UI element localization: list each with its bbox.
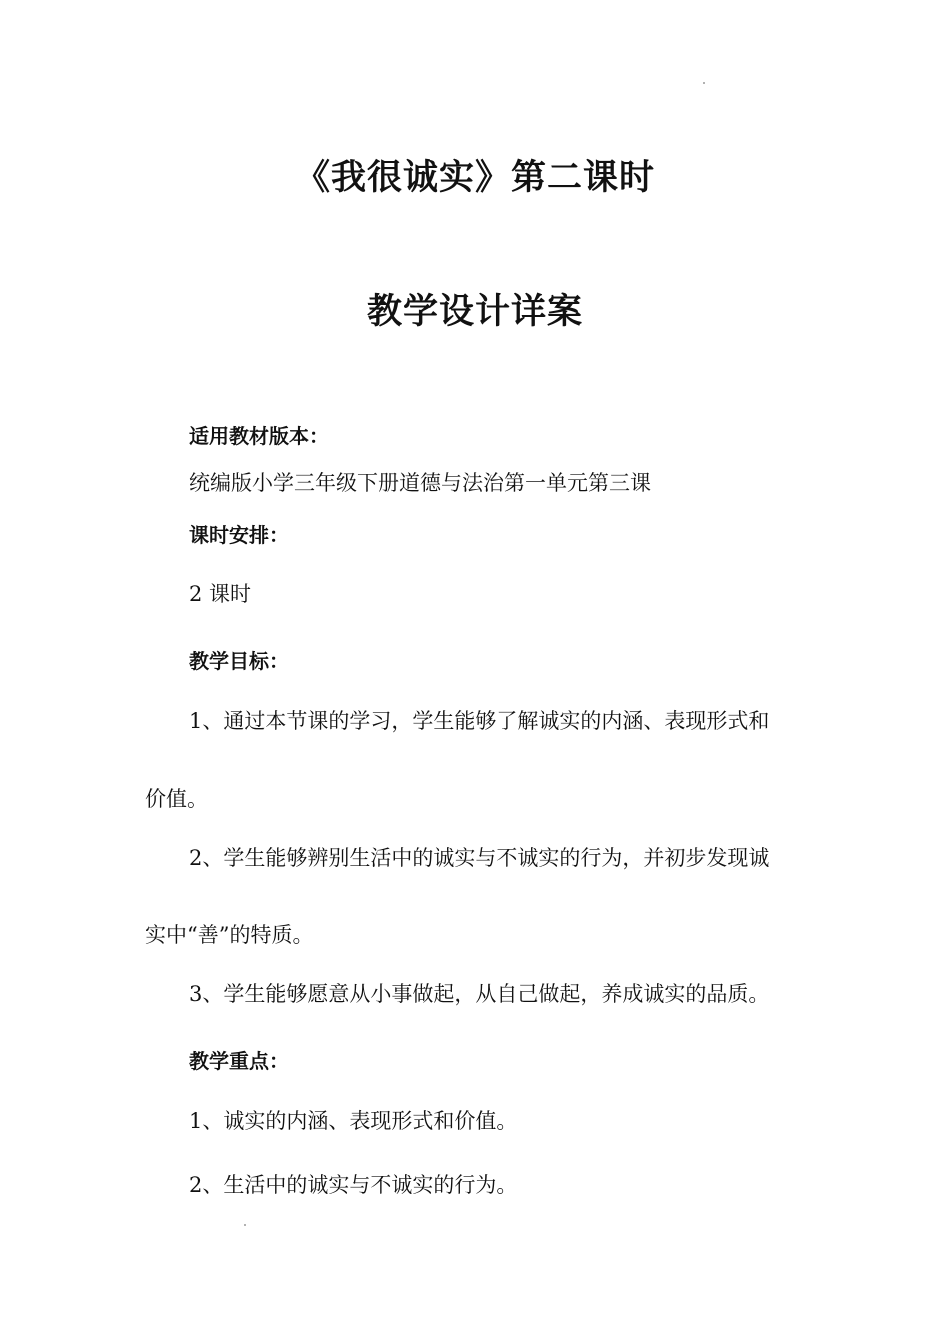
objective-1-line-2: 价值。 — [145, 787, 208, 811]
objectives-label: 教学目标： — [189, 649, 289, 673]
keypoints-label: 教学重点： — [189, 1049, 289, 1073]
document-title: 《我很诚实》第二课时 — [294, 158, 655, 198]
period-label: 课时安排： — [189, 523, 289, 547]
scan-speck — [244, 1224, 246, 1226]
textbook-value: 统编版小学三年级下册道德与法治第一单元第三课 — [189, 471, 651, 495]
keypoint-1: 1、诚实的内涵、表现形式和价值。 — [189, 1109, 518, 1133]
keypoint-2: 2、生活中的诚实与不诚实的行为。 — [189, 1173, 518, 1197]
objective-1-line-1: 1、通过本节课的学习，学生能够了解诚实的内涵、表现形式和 — [189, 709, 770, 733]
objective-2-line-2: 实中“善”的特质。 — [145, 923, 314, 947]
objective-2-line-1: 2、学生能够辨别生活中的诚实与不诚实的行为，并初步发现诚 — [189, 846, 770, 870]
document-subtitle: 教学设计详案 — [366, 292, 583, 332]
textbook-label: 适用教材版本： — [189, 424, 329, 448]
scan-speck — [703, 82, 705, 84]
objective-3: 3、学生能够愿意从小事做起，从自己做起，养成诚实的品质。 — [189, 982, 770, 1006]
period-value: 2 课时 — [189, 582, 252, 606]
